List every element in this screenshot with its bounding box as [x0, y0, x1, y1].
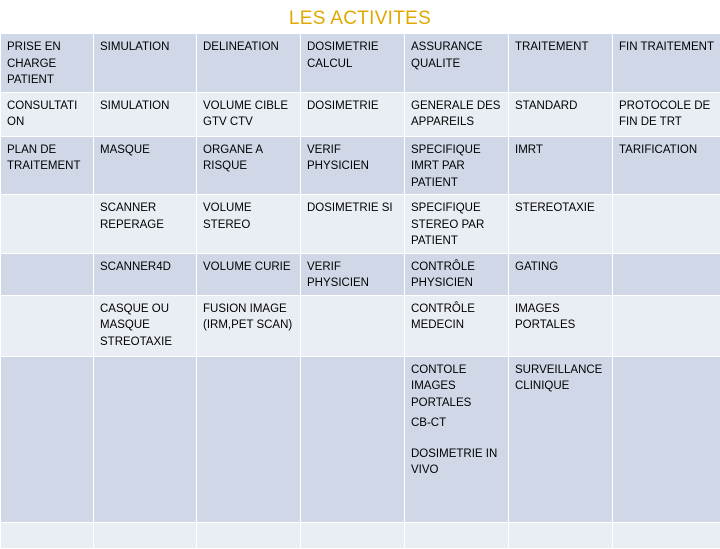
table-cell: DOSIMETRIE SI — [301, 195, 405, 254]
table-cell: FIN TRAITEMENT — [613, 34, 720, 93]
table-cell: GENERALE DES APPAREILS — [405, 92, 509, 136]
table-cell: MASQUE — [94, 136, 197, 195]
table-cell: ASSURANCE QUALITE — [405, 34, 509, 93]
table-cell: SCANNER REPERAGE — [94, 195, 197, 254]
table-cell: TRAITEMENT — [509, 34, 613, 93]
table-cell — [1, 522, 94, 548]
table-cell: ORGANE A RISQUE — [197, 136, 301, 195]
table-cell: SIMULATION — [94, 92, 197, 136]
table-cell: GATING — [509, 253, 613, 295]
table-cell — [197, 522, 301, 548]
table-cell: SPECIFIQUE IMRT PAR PATIENT — [405, 136, 509, 195]
table-cell — [613, 295, 720, 356]
table-cell — [509, 522, 613, 548]
table-cell — [405, 356, 509, 522]
table-cell: SCANNER4D — [94, 253, 197, 295]
table-cell: IMAGES PORTALES — [509, 295, 613, 356]
table-cell — [405, 522, 509, 548]
table-cell — [613, 253, 720, 295]
cell-line: CONTOLE IMAGES PORTALES — [411, 362, 502, 412]
table-cell — [301, 295, 405, 356]
table-row — [1, 136, 720, 195]
table-row — [1, 522, 720, 548]
table-cell: STANDARD — [509, 92, 613, 136]
table-cell — [1, 295, 94, 356]
table-cell — [94, 522, 197, 548]
table-cell — [197, 356, 301, 522]
table-cell — [613, 195, 720, 254]
table-cell: DELINEATION — [197, 34, 301, 93]
table-cell: DOSIMETRIE CALCUL — [301, 34, 405, 93]
table-cell: CONSULTATI ON — [1, 92, 94, 136]
table-cell: SURVEILLANCE CLINIQUE — [509, 356, 613, 522]
page-title: LES ACTIVITES — [0, 8, 720, 30]
activities-table — [0, 33, 720, 549]
table-cell — [301, 522, 405, 548]
table-cell: IMRT — [509, 136, 613, 195]
table-cell: PLAN DE TRAITEMENT — [1, 136, 94, 195]
cell-line: CB-CT — [411, 415, 502, 432]
table-cell — [1, 356, 94, 522]
table-header-row — [1, 34, 720, 93]
table-row — [1, 295, 720, 356]
table-cell: CONTRÔLE PHYSICIEN — [405, 253, 509, 295]
cell-line: DOSIMETRIE IN VIVO — [411, 446, 502, 479]
table-row — [1, 92, 720, 136]
table-cell: VERIF PHYSICIEN — [301, 136, 405, 195]
table-cell: TARIFICATION — [613, 136, 720, 195]
table-cell: PRISE EN CHARGE PATIENT — [1, 34, 94, 93]
table-cell: DOSIMETRIE — [301, 92, 405, 136]
table-cell — [613, 522, 720, 548]
table-cell: VERIF PHYSICIEN — [301, 253, 405, 295]
table-cell — [613, 356, 720, 522]
table-cell: VOLUME STEREO — [197, 195, 301, 254]
table-cell — [94, 356, 197, 522]
table-cell: PROTOCOLE DE FIN DE TRT — [613, 92, 720, 136]
table-cell — [1, 195, 94, 254]
table-cell: CONTRÔLE MEDECIN — [405, 295, 509, 356]
table-row — [1, 195, 720, 254]
table-cell: SPECIFIQUE STEREO PAR PATIENT — [405, 195, 509, 254]
table-row — [1, 253, 720, 295]
table-cell: SIMULATION — [94, 34, 197, 93]
table-cell: STEREOTAXIE — [509, 195, 613, 254]
table-row — [1, 356, 720, 522]
table-cell — [1, 253, 94, 295]
table-cell — [301, 356, 405, 522]
table-cell: VOLUME CIBLE GTV CTV — [197, 92, 301, 136]
table-cell: FUSION IMAGE (IRM,PET SCAN) — [197, 295, 301, 356]
table-cell: CASQUE OU MASQUE STREOTAXIE — [94, 295, 197, 356]
table-cell: VOLUME CURIE — [197, 253, 301, 295]
